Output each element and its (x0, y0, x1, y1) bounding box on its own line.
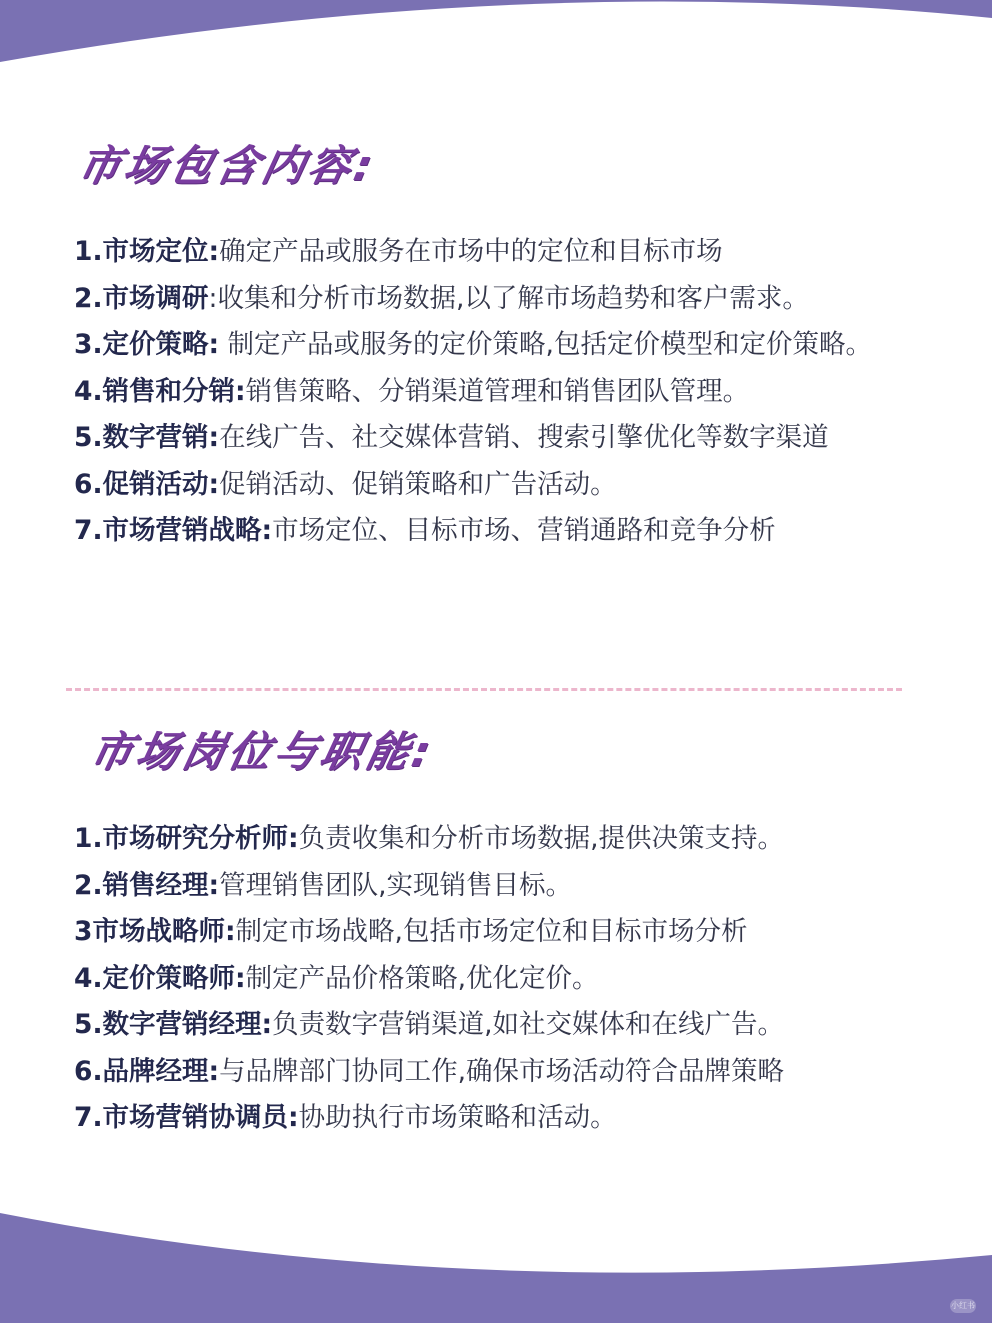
item-description: 制定产品或服务的定价策略,包括定价模型和定价策略。 (219, 329, 872, 360)
list-item (74, 816, 954, 863)
item-description: 销售策略、分销渠道管理和销售团队管理。 (245, 375, 750, 407)
list-item (74, 1095, 954, 1142)
item-label: 6.促销活动: (74, 468, 220, 500)
list-item (74, 1002, 954, 1049)
item-label: 1.市场研究分析师: (74, 823, 299, 854)
item-description: 确定产品或服务在市场中的定位和目标市场 (219, 236, 723, 267)
item-label: 5.数字营销: (74, 422, 220, 453)
item-description: :收集和分析市场数据,以了解市场趋势和客户需求。 (208, 282, 809, 314)
item-description: 与品牌部门协同工作,确保市场活动符合品牌策略 (219, 1055, 785, 1087)
item-label: 3.定价策略: (74, 329, 220, 360)
list-item (74, 276, 954, 323)
item-label: 2.销售经理: (74, 869, 220, 901)
item-description: 促销活动、促销策略和广告活动。 (219, 468, 617, 500)
item-label: 3市场战略师: (74, 916, 236, 947)
section-title-market-content: 市场包含内容: (73, 141, 381, 190)
list-item (74, 415, 954, 462)
list-item (74, 909, 954, 956)
list-item (74, 956, 954, 1003)
item-description: 管理销售团队,实现销售目标。 (219, 869, 573, 901)
market-roles-list (74, 816, 954, 1142)
list-item (74, 1049, 954, 1096)
item-description: 负责收集和分析市场数据,提供决策支持。 (298, 823, 785, 854)
list-item (74, 863, 954, 910)
list-item (74, 508, 954, 555)
item-label: 1.市场定位: (74, 236, 220, 267)
list-item (74, 322, 954, 369)
item-label: 5.数字营销经理: (74, 1009, 273, 1040)
item-label: 6.品牌经理: (74, 1055, 220, 1087)
item-label: 4.销售和分销: (74, 375, 246, 407)
list-item (74, 229, 954, 276)
section-title-market-roles: 市场岗位与职能: (85, 727, 439, 776)
item-description: 在线广告、社交媒体营销、搜索引擎优化等数字渠道 (219, 422, 829, 453)
list-item (74, 369, 954, 416)
market-content-list (74, 229, 954, 555)
item-label: 2.市场调研 (74, 282, 209, 314)
item-label: 7.市场营销战略: (74, 515, 273, 546)
dashed-divider (66, 688, 902, 691)
item-description: 制定市场战略,包括市场定位和目标市场分析 (235, 916, 748, 947)
item-description: 市场定位、目标市场、营销通路和竞争分析 (272, 515, 776, 546)
item-description: 负责数字营销渠道,如社交媒体和在线广告。 (272, 1009, 785, 1040)
item-description: 协助执行市场策略和活动。 (298, 1102, 617, 1133)
item-description: 制定产品价格策略,优化定价。 (245, 962, 599, 994)
item-label: 4.定价策略师: (74, 962, 246, 994)
watermark-logo: 小红书 (950, 1299, 976, 1313)
list-item (74, 462, 954, 509)
item-label: 7.市场营销协调员: (74, 1102, 299, 1133)
